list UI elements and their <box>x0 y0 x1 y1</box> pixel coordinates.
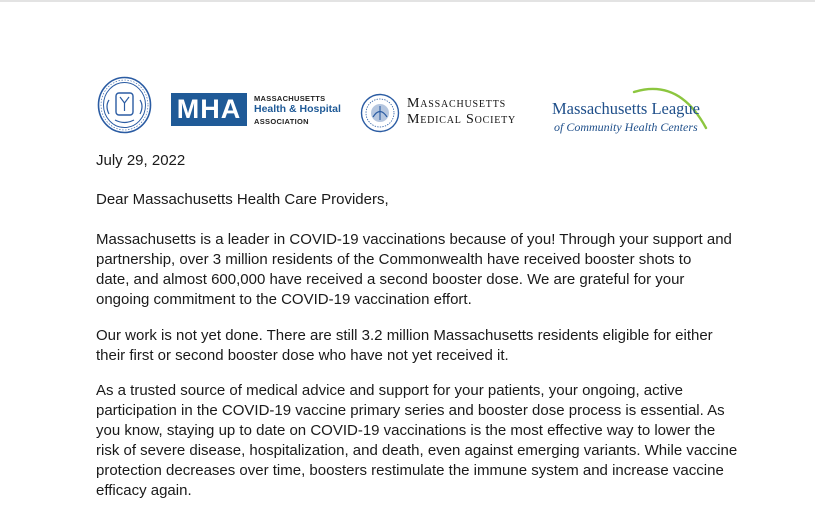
medical-society-name-line1: Massachusetts <box>407 96 506 111</box>
paragraph-line: Our work is not yet done. There are still 3.2 million Massachusetts residents eligible for either <box>96 327 713 344</box>
letter-salutation: Dear Massachusetts Health Care Providers, <box>96 191 389 208</box>
state-seal-icon <box>97 76 152 134</box>
paragraph-line: participation in the COVID-19 vaccine primary series and booster dose process is essential. As <box>96 402 725 419</box>
letter-date: July 29, 2022 <box>96 152 186 169</box>
medical-society-seal-icon <box>360 93 400 133</box>
paragraph-line: efficacy again. <box>96 482 192 499</box>
page-top-edge <box>0 0 815 2</box>
mha-logo-line3: ASSOCIATION <box>254 117 309 126</box>
league-name-line2: of Community Health Centers <box>554 120 698 134</box>
paragraph-line: Massachusetts is a leader in COVID-19 vaccinations because of you! Through your support and <box>96 231 732 248</box>
mha-logo-line2: Health & Hospital <box>254 103 341 115</box>
paragraph <box>96 230 736 310</box>
paragraph-line: their first or second booster dose who have not yet received it. <box>96 347 509 364</box>
medical-society-name-line2: Medical Society <box>407 112 517 127</box>
paragraph <box>96 381 736 501</box>
league-name-line1: Massachusetts League <box>552 99 700 118</box>
paragraph-line: ongoing commitment to the COVID-19 vaccination effort. <box>96 291 472 308</box>
mha-logo-mark: MHA <box>171 93 247 126</box>
paragraph-line: As a trusted source of medical advice and support for your patients, your ongoing, active <box>96 382 683 399</box>
paragraph-line: you know, staying up to date on COVID-19 vaccinations is the most effective way to lower the <box>96 422 716 439</box>
paragraph-line: risk of severe disease, hospitalization, and death, even against emerging variants. While vaccine <box>96 442 738 459</box>
paragraph-line: partnership, over 3 million residents of the Commonwealth have received booster shots to <box>96 251 692 268</box>
paragraph <box>96 326 736 366</box>
paragraph-line: protection decreases over time, boosters restimulate the immune system and increase vaccine <box>96 462 724 479</box>
letterhead-logos <box>0 70 815 140</box>
mha-logo-line1: MASSACHUSETTS <box>254 94 326 103</box>
paragraph-line: date, and almost 600,000 have received a second booster dose. We are grateful for your <box>96 271 685 288</box>
